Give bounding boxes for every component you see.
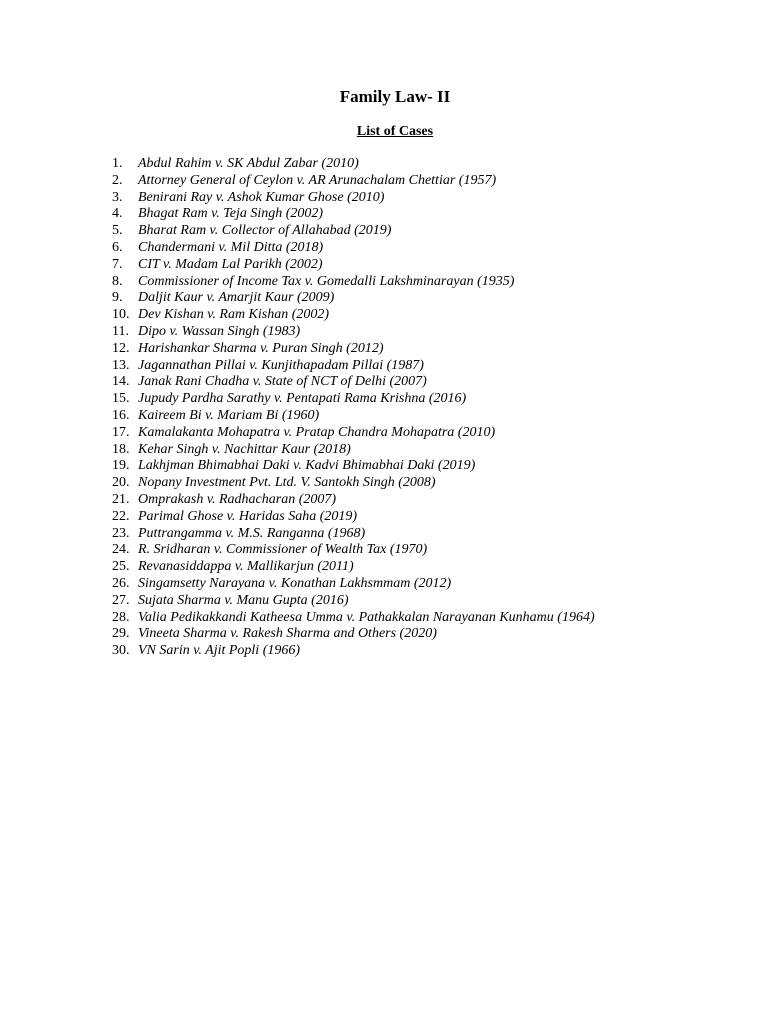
case-list-item (112, 324, 752, 341)
case-list-item (112, 475, 752, 492)
case-name: Lakhjman Bhimabhai Daki v. Kadvi Bhimabhai Daki (2019) (138, 458, 476, 474)
case-list-item (112, 257, 752, 274)
case-number: 8. (112, 273, 123, 289)
case-number: 26. (112, 575, 130, 591)
case-list (112, 156, 752, 660)
case-number: 13. (112, 357, 130, 373)
case-list-item (112, 173, 752, 190)
case-name: Benirani Ray v. Ashok Kumar Ghose (2010) (138, 189, 385, 205)
case-name: Bharat Ram v. Collector of Allahabad (2019) (138, 223, 392, 239)
case-list-item (112, 206, 752, 223)
case-number: 27. (112, 592, 130, 608)
case-name: Kehar Singh v. Nachittar Kaur (2018) (138, 441, 351, 457)
case-name: Dipo v. Wassan Singh (1983) (138, 323, 301, 339)
case-number: 22. (112, 508, 130, 524)
case-list-item (112, 610, 752, 627)
case-list-item (112, 358, 752, 375)
case-name: Singamsetty Narayana v. Konathan Lakhsmmam (2012) (138, 575, 452, 591)
case-number: 19. (112, 458, 130, 474)
case-name: Puttrangamma v. M.S. Ranganna (1968) (138, 525, 366, 541)
case-name: VN Sarin v. Ajit Popli (1966) (138, 643, 301, 659)
case-number: 20. (112, 475, 130, 491)
case-name: Commissioner of Income Tax v. Gomedalli Lakshminarayan (1935) (138, 273, 515, 289)
case-list-item (112, 391, 752, 408)
case-name: Kamalakanta Mohapatra v. Pratap Chandra Mohapatra (2010) (138, 424, 496, 440)
case-list-item (112, 643, 752, 660)
case-list-item (112, 307, 752, 324)
case-list-item (112, 156, 752, 173)
case-name: Omprakash v. Radhacharan (2007) (138, 491, 337, 507)
case-name: CIT v. Madam Lal Parikh (2002) (138, 256, 323, 272)
case-name: Revanasiddappa v. Mallikarjun (2011) (138, 559, 354, 575)
case-number: 18. (112, 441, 130, 457)
document-subtitle: List of Cases (356, 124, 434, 139)
case-name: Parimal Ghose v. Haridas Saha (2019) (138, 508, 358, 524)
case-name: Jagannathan Pillai v. Kunjithapadam Pillai (1987) (138, 357, 424, 373)
case-number: 2. (112, 172, 123, 188)
case-list-item (112, 425, 752, 442)
case-number: 14. (112, 374, 130, 390)
case-number: 5. (112, 223, 123, 239)
case-number: 6. (112, 239, 123, 255)
case-name: Vineeta Sharma v. Rakesh Sharma and Others (2020) (138, 626, 437, 642)
case-name: Sujata Sharma v. Manu Gupta (2016) (138, 592, 349, 608)
case-name: Janak Rani Chadha v. State of NCT of Delhi (2007) (138, 374, 427, 390)
case-list-item (112, 341, 752, 358)
case-name: Chandermani v. Mil Ditta (2018) (138, 239, 324, 255)
case-number: 25. (112, 559, 130, 575)
case-number: 12. (112, 340, 130, 356)
case-number: 17. (112, 424, 130, 440)
case-list-item (112, 526, 752, 543)
case-list-item (112, 290, 752, 307)
case-name: R. Sridharan v. Commissioner of Wealth Tax (1970) (138, 542, 428, 558)
case-list-item (112, 223, 752, 240)
case-number: 3. (112, 189, 123, 205)
case-list-item (112, 274, 752, 291)
case-list-item (112, 626, 752, 643)
case-number: 9. (112, 290, 123, 306)
case-list-item (112, 576, 752, 593)
case-list-item (112, 240, 752, 257)
case-number: 10. (112, 307, 130, 323)
case-number: 23. (112, 525, 130, 541)
case-number: 24. (112, 542, 130, 558)
case-number: 7. (112, 256, 123, 272)
case-number: 11. (112, 323, 129, 339)
case-list-item (112, 559, 752, 576)
case-name: Dev Kishan v. Ram Kishan (2002) (138, 307, 330, 323)
case-list-item (112, 442, 752, 459)
case-name: Valia Pedikakkandi Katheesa Umma v. Pathakkalan Narayanan Kunhamu (1964) (138, 609, 595, 625)
case-list-item (112, 542, 752, 559)
case-list-item (112, 509, 752, 526)
case-list-item (112, 190, 752, 207)
case-name: Nopany Investment Pvt. Ltd. V. Santokh Singh (2008) (138, 475, 436, 491)
case-number: 28. (112, 609, 130, 625)
case-name: Bhagat Ram v. Teja Singh (2002) (138, 206, 324, 222)
case-number: 16. (112, 407, 130, 423)
case-list-item (112, 593, 752, 610)
case-list-item (112, 374, 752, 391)
case-number: 4. (112, 206, 123, 222)
document-title: Family Law- II (339, 87, 451, 106)
case-number: 1. (112, 156, 123, 171)
case-name: Harishankar Sharma v. Puran Singh (2012) (138, 340, 384, 356)
case-list-item (112, 408, 752, 425)
case-list-item (112, 458, 752, 475)
case-name: Attorney General of Ceylon v. AR Arunachalam Chettiar (1957) (138, 172, 497, 188)
case-name: Daljit Kaur v. Amarjit Kaur (2009) (138, 290, 335, 306)
case-name: Jupudy Pardha Sarathy v. Pentapati Rama Krishna (2016) (138, 391, 467, 407)
case-name: Kaireem Bi v. Mariam Bi (1960) (138, 407, 320, 423)
case-name: Abdul Rahim v. SK Abdul Zabar (2010) (138, 156, 359, 171)
case-number: 15. (112, 391, 130, 407)
case-number: 21. (112, 491, 130, 507)
case-number: 30. (112, 643, 130, 659)
case-list-item (112, 492, 752, 509)
case-number: 29. (112, 626, 130, 642)
